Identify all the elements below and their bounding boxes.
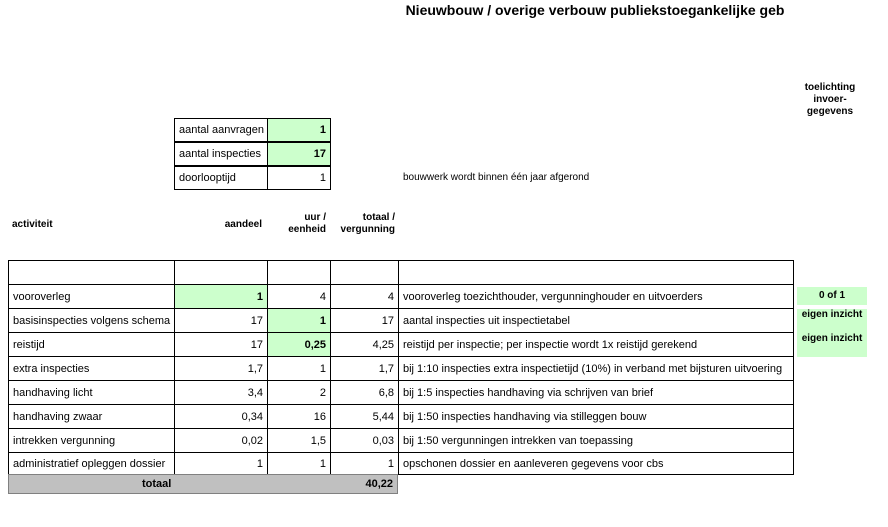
row-uur: 16 (267, 404, 331, 429)
empty-cell (330, 260, 399, 285)
input-label-aanvragen: aantal aanvragen (174, 118, 268, 142)
row-uur: 2 (267, 380, 331, 405)
row-aandeel: 0,02 (174, 428, 268, 453)
row-totaal: 1 (330, 452, 399, 475)
row-toelichting: reistijd per inspectie; per inspectie wordt 1x reistijd gerekend (398, 332, 794, 357)
row-toelichting: bij 1:5 inspecties handhaving via schrijven van brief (398, 380, 794, 405)
row-totaal: 0,03 (330, 428, 399, 453)
side-note-eigen-inzicht: eigen inzicht (797, 309, 867, 333)
row-aandeel: 1 (174, 452, 268, 475)
row-aandeel-input[interactable]: 1 (174, 284, 268, 309)
row-uur-input[interactable]: 0,25 (267, 332, 331, 357)
row-activiteit: administratief opleggen dossier (8, 452, 175, 475)
header-totaal-vergunning: totaal / vergunning (340, 212, 395, 235)
input-label-inspecties: aantal inspecties (174, 142, 268, 166)
row-activiteit: vooroverleg (8, 284, 175, 309)
row-activiteit: basisinspecties volgens schema (8, 308, 175, 333)
empty-cell (8, 260, 175, 285)
input-doorlooptijd[interactable]: 1 (267, 166, 331, 190)
row-aandeel: 17 (174, 308, 268, 333)
row-aandeel: 3,4 (174, 380, 268, 405)
row-toelichting: vooroverleg toezichthouder, vergunninghouder en uitvoerders (398, 284, 794, 309)
row-totaal: 4,25 (330, 332, 399, 357)
row-totaal: 1,7 (330, 356, 399, 381)
empty-cell (174, 260, 268, 285)
row-toelichting: bij 1:10 inspecties extra inspectietijd (10%) in verband met bijsturen uitvoering (398, 356, 794, 381)
row-aandeel: 17 (174, 332, 268, 357)
total-label: totaal (142, 478, 172, 490)
sheet-title: Nieuwbouw / overige verbouw publiekstoegankelijke geb (405, 2, 785, 18)
row-activiteit: handhaving licht (8, 380, 175, 405)
total-value: 40,22 (365, 478, 393, 490)
row-toelichting: bij 1:50 vergunningen intrekken van toepassing (398, 428, 794, 453)
row-totaal: 4 (330, 284, 399, 309)
row-activiteit: intrekken vergunning (8, 428, 175, 453)
row-toelichting: opschonen dossier en aanleveren gegevens voor cbs (398, 452, 794, 475)
header-activiteit: activiteit (12, 219, 53, 230)
row-totaal: 17 (330, 308, 399, 333)
header-aandeel: aandeel (224, 219, 262, 230)
row-activiteit: reistijd (8, 332, 175, 357)
row-activiteit: extra inspecties (8, 356, 175, 381)
total-row (8, 474, 398, 494)
row-toelichting: aantal inspecties uit inspectietabel (398, 308, 794, 333)
empty-cell (398, 260, 794, 285)
row-aandeel: 0,34 (174, 404, 268, 429)
toelichting-header: toelichting invoer-gegevens (804, 82, 856, 117)
side-note-eigen-inzicht: eigen inzicht (797, 333, 867, 357)
input-aantal-aanvragen[interactable]: 1 (267, 118, 331, 142)
empty-cell (267, 260, 331, 285)
row-uur: 1 (267, 452, 331, 475)
row-totaal: 6,8 (330, 380, 399, 405)
row-uur: 4 (267, 284, 331, 309)
side-note-0-of-1: 0 of 1 (797, 287, 867, 305)
row-uur: 1,5 (267, 428, 331, 453)
row-activiteit: handhaving zwaar (8, 404, 175, 429)
row-toelichting: bij 1:50 inspecties handhaving via stilleggen bouw (398, 404, 794, 429)
row-aandeel: 1,7 (174, 356, 268, 381)
row-uur: 1 (267, 356, 331, 381)
doorlooptijd-note: bouwwerk wordt binnen één jaar afgerond (403, 172, 590, 183)
row-totaal: 5,44 (330, 404, 399, 429)
input-aantal-inspecties[interactable]: 17 (267, 142, 331, 166)
input-label-doorlooptijd: doorlooptijd (174, 166, 268, 190)
row-uur-input[interactable]: 1 (267, 308, 331, 333)
header-uur-eenheid: uur / eenheid (288, 212, 326, 235)
